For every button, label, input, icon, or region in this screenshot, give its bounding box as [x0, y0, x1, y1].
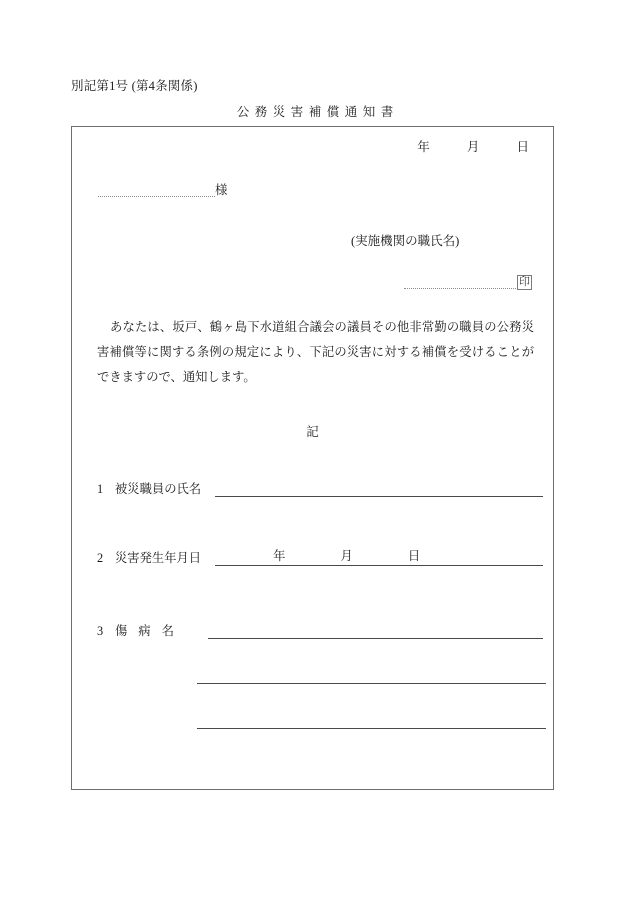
- issuer-signature-input[interactable]: [404, 277, 516, 289]
- date-month-label: 月: [466, 140, 480, 154]
- item-2-date-marks: [215, 546, 543, 564]
- document-reference: 別記第1号 (第4条関係): [71, 79, 198, 93]
- form-body: [72, 127, 553, 789]
- form-item-2: [97, 548, 543, 566]
- item-3-continuation-input-1[interactable]: [197, 683, 546, 684]
- item-1-label: 被災職員の氏名: [115, 482, 202, 496]
- date-day-label: 日: [516, 140, 529, 154]
- item-3-label: 傷病名: [115, 624, 185, 638]
- date-field-row: [417, 137, 529, 155]
- issuer-signature-row: [404, 275, 532, 289]
- item-2-number: 2: [97, 551, 104, 565]
- item-2-day-label: 日: [407, 549, 421, 563]
- issuer-title-label: (実施機関の職氏名): [351, 234, 460, 248]
- item-1-number: 1: [97, 482, 104, 496]
- item-3-input[interactable]: [208, 624, 543, 639]
- form-frame: [71, 126, 554, 790]
- item-1-input[interactable]: [215, 482, 543, 497]
- item-2-label: 災害発生年月日: [115, 551, 202, 565]
- recipient-honorific: 様: [215, 183, 228, 197]
- page-title: 公務災害補償通知書: [236, 105, 399, 119]
- notice-body-text: あなたは、坂戸、鶴ヶ島下水道組合議会の議員その他非常勤の職員の公務災害補償等に関する条例の規定により、下記の災害に対する補償を受けることができますので、通知します。: [97, 320, 534, 384]
- form-item-3: [97, 621, 543, 639]
- form-item-1: [97, 479, 543, 497]
- date-year-label: 年: [417, 140, 430, 154]
- item-2-year-label: 年: [273, 549, 286, 563]
- item-3-number: 3: [97, 624, 104, 638]
- item-2-month-label: 月: [340, 549, 353, 563]
- list-marker: 記: [306, 425, 319, 439]
- item-2-input[interactable]: [215, 551, 543, 566]
- item-3-continuation-input-2[interactable]: [197, 728, 546, 729]
- seal-stamp-icon: 印: [519, 276, 530, 288]
- recipient-row: [98, 184, 228, 197]
- recipient-name-input[interactable]: [98, 185, 215, 197]
